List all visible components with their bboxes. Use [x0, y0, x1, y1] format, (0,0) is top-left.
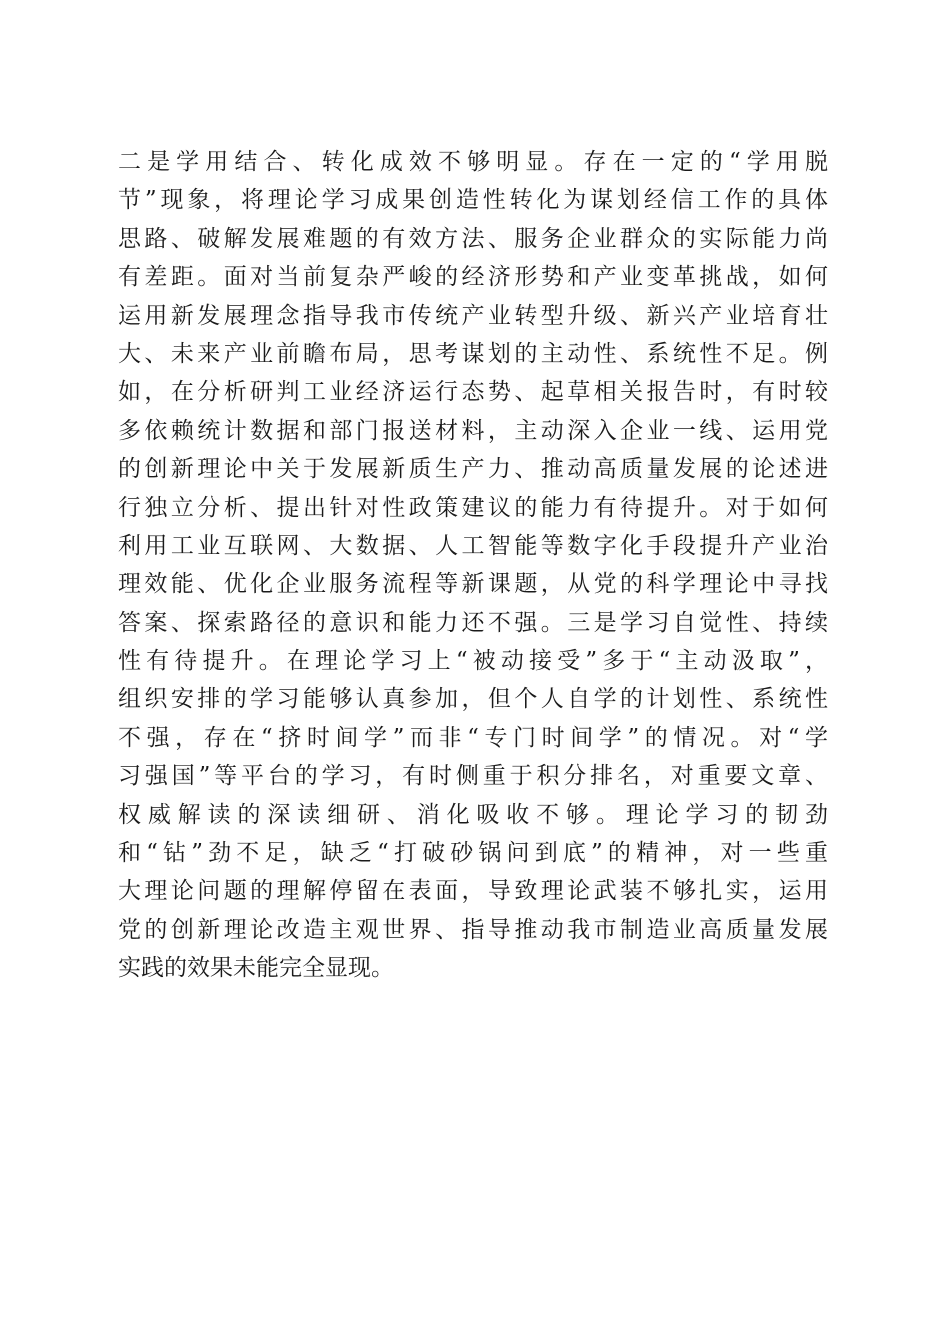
paragraph-line: 节”现象，将理论学习成果创造性转化为谋划经信工作的具体: [118, 187, 828, 214]
paragraph-line: 理效能、优化企业服务流程等新课题，从党的科学理论中寻找: [118, 571, 828, 598]
paragraph-line: 不强，存在“挤时间学”而非“专门时间学”的情况。对“学: [118, 724, 828, 751]
paragraph-line: 组织安排的学习能够认真参加，但个人自学的计划性、系统性: [118, 686, 828, 713]
paragraph-line: 党的创新理论改造主观世界、指导推动我市制造业高质量发展: [118, 916, 828, 943]
paragraph-line: 思路、破解发展难题的有效方法、服务企业群众的实际能力尚: [118, 225, 828, 252]
paragraph-line: 二是学用结合、转化成效不够明显。存在一定的“学用脱: [118, 149, 828, 175]
paragraph-line: 答案、探索路径的意识和能力还不强。三是学习自觉性、持续: [118, 609, 828, 636]
paragraph-line: 权威解读的深读细研、消化吸收不够。理论学习的韧劲: [118, 801, 828, 828]
paragraph-line: 多依赖统计数据和部门报送材料，主动深入企业一线、运用党: [118, 417, 828, 444]
paragraph-line-last: 实践的效果未能完全显现。: [118, 955, 394, 982]
paragraph-line: 的创新理论中关于发展新质生产力、推动高质量发展的论述进: [118, 456, 828, 483]
paragraph-line: 有差距。面对当前复杂严峻的经济形势和产业变革挑战，如何: [118, 264, 828, 291]
paragraph-line: 和“钻”劲不足，缺乏“打破砂锅问到底”的精神，对一些重: [118, 840, 828, 867]
paragraph-line: 习强国”等平台的学习，有时侧重于积分排名，对重要文章、: [118, 763, 828, 790]
paragraph-line: 大理论问题的理解停留在表面，导致理论武装不够扎实，运用: [118, 878, 828, 905]
body-paragraph: [118, 143, 828, 988]
paragraph-line: 如，在分析研判工业经济运行态势、起草相关报告时，有时较: [118, 379, 828, 406]
paragraph-line: 运用新发展理念指导我市传统产业转型升级、新兴产业培育壮: [118, 302, 828, 329]
paragraph-line: 利用工业互联网、大数据、人工智能等数字化手段提升产业治: [118, 532, 828, 559]
paragraph-line: 性有待提升。在理论学习上“被动接受”多于“主动汲取”，: [118, 648, 828, 675]
paragraph-line: 大、未来产业前瞻布局，思考谋划的主动性、系统性不足。例: [118, 340, 828, 367]
paragraph-line: 行独立分析、提出针对性政策建议的能力有待提升。对于如何: [118, 494, 828, 521]
